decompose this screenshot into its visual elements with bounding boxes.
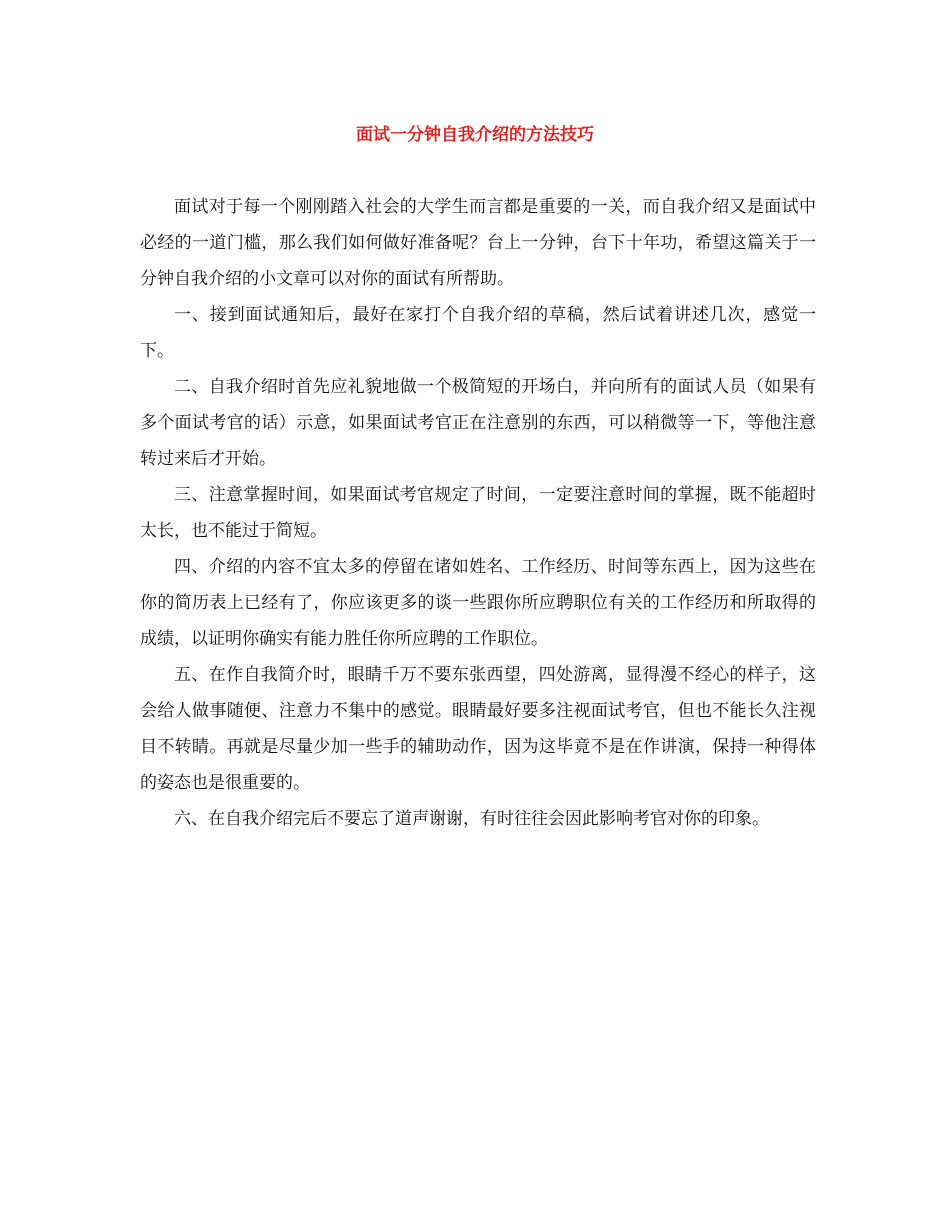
document-body [140, 189, 816, 837]
document-title: 面试一分钟自我介绍的方法技巧 [356, 125, 594, 145]
intro-paragraph: 面试对于每一个刚刚踏入社会的大学生而言都是重要的一关，而自我介绍又是面试中必经的一道门槛，那么我们如何做好准备呢？台上一分钟，台下十年功，希望这篇关于一分钟自我介绍的小文章可以对你的面试有所帮助。 [140, 197, 816, 289]
tip-paragraph-5: 五、在作自我简介时，眼睛千万不要东张西望，四处游离，显得漫不经心的样子，这会给人做事随便、注意力不集中的感觉。眼睛最好要多注视面试考官，但也不能长久注视目不转睛。再就是尽量少加一些手的辅助动作，因为这毕竟不是在作讲演，保持一种得体的姿态也是很重要的。 [140, 665, 816, 793]
tip-paragraph-3: 三、注意掌握时间，如果面试考官规定了时间，一定要注意时间的掌握，既不能超时太长，也不能过于简短。 [140, 485, 816, 541]
tip-paragraph-2: 二、自我介绍时首先应礼貌地做一个极简短的开场白，并向所有的面试人员（如果有多个面试考官的话）示意，如果面试考官正在注意别的东西，可以稍微等一下，等他注意转过来后才开始。 [140, 377, 816, 469]
tip-paragraph-6: 六、在自我介绍完后不要忘了道声谢谢，有时往往会因此影响考官对你的印象。 [174, 809, 769, 829]
tip-paragraph-4: 四、介绍的内容不宜太多的停留在诸如姓名、工作经历、时间等东西上，因为这些在你的简历表上已经有了，你应该更多的谈一些跟你所应聘职位有关的工作经历和所取得的成绩，以证明你确实有能力胜任你所应聘的工作职位。 [140, 557, 816, 649]
tip-paragraph-1: 一、接到面试通知后，最好在家打个自我介绍的草稿，然后试着讲述几次，感觉一下。 [140, 305, 816, 361]
